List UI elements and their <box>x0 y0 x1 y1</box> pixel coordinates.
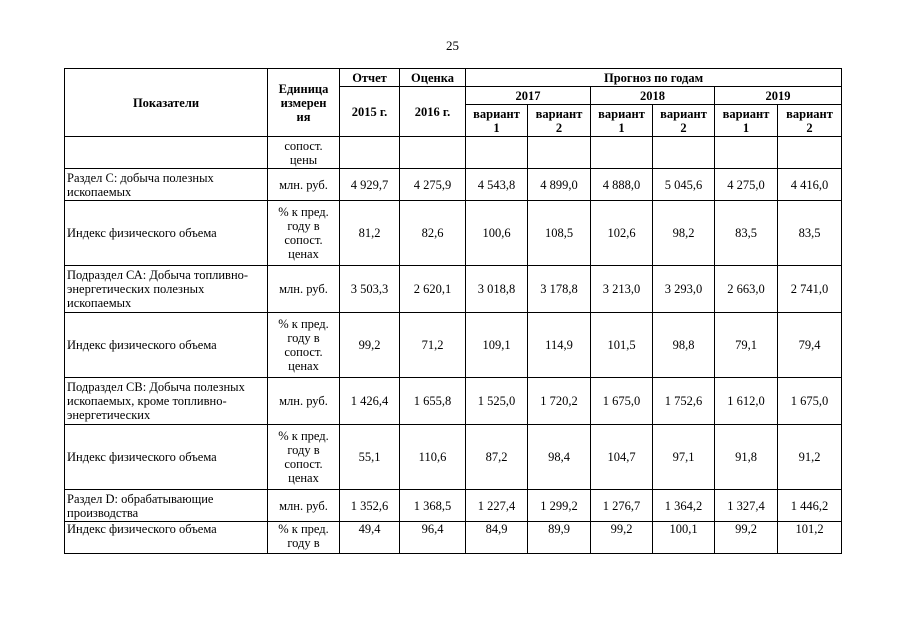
table-row <box>65 137 842 169</box>
unit-line: году в <box>287 219 320 233</box>
value-cell: 1 612,0 <box>715 378 778 425</box>
table-row <box>65 313 842 378</box>
value-cell: 87,2 <box>466 425 528 490</box>
value-cell: 4 275,0 <box>715 169 778 201</box>
header-year-2019: 2019 <box>715 87 842 105</box>
value-cell: 71,2 <box>400 313 466 378</box>
value-cell: 102,6 <box>591 201 653 266</box>
row-unit <box>268 137 340 169</box>
value-cell: 82,6 <box>400 201 466 266</box>
unit-line: цены <box>289 152 318 167</box>
variant-number: 1 <box>742 120 750 135</box>
header-forecast: Прогноз по годам <box>466 69 842 87</box>
value-cell: 109,1 <box>466 313 528 378</box>
value-cell: 79,1 <box>715 313 778 378</box>
header-variant-2 <box>653 105 715 137</box>
unit-line: году в <box>287 536 320 550</box>
value-cell: 1 327,4 <box>715 490 778 522</box>
row-unit <box>268 266 340 313</box>
value-cell: 4 888,0 <box>591 169 653 201</box>
value-cell: 100,6 <box>466 201 528 266</box>
row-indicator: Индекс физического объема <box>65 201 268 266</box>
value-cell: 100,1 <box>653 522 715 554</box>
unit-line: сопост. <box>284 138 323 153</box>
value-cell: 83,5 <box>715 201 778 266</box>
value-cell: 110,6 <box>400 425 466 490</box>
variant-word: вариант <box>660 106 707 121</box>
value-cell: 4 929,7 <box>340 169 400 201</box>
row-indicator: Подраздел СА: Добыча топливно-энергетических полезных ископаемых <box>65 266 268 313</box>
value-cell: 1 364,2 <box>653 490 715 522</box>
unit-line: сопост. <box>284 457 323 471</box>
value-cell: 1 655,8 <box>400 378 466 425</box>
value-cell: 1 752,6 <box>653 378 715 425</box>
value-cell: 101,2 <box>778 522 842 554</box>
value-cell: 1 426,4 <box>340 378 400 425</box>
value-cell: 3 293,0 <box>653 266 715 313</box>
value-cell <box>591 137 653 169</box>
value-cell <box>653 137 715 169</box>
table-row <box>65 522 842 554</box>
value-cell: 49,4 <box>340 522 400 554</box>
value-cell <box>778 137 842 169</box>
row-indicator: Подраздел СВ: Добыча полезных ископаемых, кроме топливно-энергетических <box>65 378 268 425</box>
value-cell: 2 663,0 <box>715 266 778 313</box>
value-cell: 1 446,2 <box>778 490 842 522</box>
row-indicator: Индекс физического объема <box>65 522 268 554</box>
unit-line: млн. руб. <box>279 394 328 408</box>
row-indicator: Раздел D: обрабатывающие производства <box>65 490 268 522</box>
forecast-table <box>64 68 842 554</box>
header-unit-line2: измерен <box>280 95 327 110</box>
table-row <box>65 490 842 522</box>
header-unit-line1: Единица <box>278 81 329 96</box>
value-cell: 1 525,0 <box>466 378 528 425</box>
value-cell: 101,5 <box>591 313 653 378</box>
unit-line: млн. руб. <box>279 282 328 296</box>
table-row <box>65 201 842 266</box>
value-cell: 81,2 <box>340 201 400 266</box>
variant-word: вариант <box>598 106 645 121</box>
row-unit <box>268 313 340 378</box>
table-row <box>65 266 842 313</box>
row-indicator: Индекс физического объема <box>65 313 268 378</box>
value-cell: 108,5 <box>528 201 591 266</box>
value-cell: 98,8 <box>653 313 715 378</box>
value-cell: 98,2 <box>653 201 715 266</box>
value-cell: 91,2 <box>778 425 842 490</box>
row-indicator: Индекс физического объема <box>65 425 268 490</box>
unit-line: % к пред. <box>278 429 329 443</box>
value-cell: 89,9 <box>528 522 591 554</box>
unit-line: % к пред. <box>278 522 329 536</box>
unit-line: млн. руб. <box>279 177 328 192</box>
value-cell: 4 416,0 <box>778 169 842 201</box>
unit-line: году в <box>287 443 320 457</box>
value-cell: 99,2 <box>715 522 778 554</box>
header-year-2016: 2016 г. <box>400 87 466 137</box>
header-variant-2 <box>778 105 842 137</box>
row-indicator: Раздел С: добыча полезных ископаемых <box>65 169 268 201</box>
value-cell <box>340 137 400 169</box>
unit-line: млн. руб. <box>279 498 328 513</box>
unit-line: ценах <box>288 471 319 485</box>
value-cell: 114,9 <box>528 313 591 378</box>
value-cell: 4 275,9 <box>400 169 466 201</box>
header-variant-1 <box>715 105 778 137</box>
value-cell <box>400 137 466 169</box>
unit-line: ценах <box>288 247 319 261</box>
variant-word: вариант <box>535 106 583 121</box>
value-cell: 84,9 <box>466 522 528 554</box>
header-variant-1 <box>466 105 528 137</box>
variant-number: 1 <box>618 120 625 135</box>
value-cell: 99,2 <box>340 313 400 378</box>
variant-word: вариант <box>722 106 770 121</box>
table-row <box>65 378 842 425</box>
variant-number: 2 <box>806 120 813 135</box>
value-cell <box>528 137 591 169</box>
unit-line: сопост. <box>284 233 323 247</box>
row-indicator <box>65 137 268 169</box>
value-cell: 1 675,0 <box>778 378 842 425</box>
unit-line: сопост. <box>284 345 323 359</box>
header-estimate: Оценка <box>400 69 466 87</box>
variant-number: 2 <box>555 120 563 135</box>
value-cell: 104,7 <box>591 425 653 490</box>
value-cell: 55,1 <box>340 425 400 490</box>
table-row <box>65 425 842 490</box>
value-cell: 3 213,0 <box>591 266 653 313</box>
table-row <box>65 169 842 201</box>
value-cell: 5 045,6 <box>653 169 715 201</box>
header-report: Отчет <box>340 69 400 87</box>
header-year-2018: 2018 <box>591 87 715 105</box>
value-cell: 83,5 <box>778 201 842 266</box>
value-cell <box>466 137 528 169</box>
variant-number: 2 <box>680 120 687 135</box>
unit-line: ценах <box>288 359 319 373</box>
value-cell: 1 227,4 <box>466 490 528 522</box>
row-unit <box>268 201 340 266</box>
variant-word: вариант <box>786 106 833 121</box>
value-cell: 1 720,2 <box>528 378 591 425</box>
value-cell: 1 352,6 <box>340 490 400 522</box>
row-unit <box>268 378 340 425</box>
value-cell: 1 675,0 <box>591 378 653 425</box>
value-cell: 98,4 <box>528 425 591 490</box>
header-variant-2 <box>528 105 591 137</box>
row-unit <box>268 425 340 490</box>
header-year-2017: 2017 <box>466 87 591 105</box>
page-number: 25 <box>446 38 459 53</box>
unit-line: году в <box>287 331 320 345</box>
value-cell: 3 018,8 <box>466 266 528 313</box>
value-cell: 2 620,1 <box>400 266 466 313</box>
header-unit <box>268 69 340 137</box>
value-cell: 91,8 <box>715 425 778 490</box>
value-cell: 97,1 <box>653 425 715 490</box>
unit-line: % к пред. <box>278 317 329 331</box>
value-cell: 79,4 <box>778 313 842 378</box>
row-unit <box>268 522 340 554</box>
value-cell: 1 299,2 <box>528 490 591 522</box>
header-indicators: Показатели <box>65 69 268 137</box>
value-cell: 96,4 <box>400 522 466 554</box>
header-year-2015: 2015 г. <box>340 87 400 137</box>
value-cell: 99,2 <box>591 522 653 554</box>
value-cell: 4 543,8 <box>466 169 528 201</box>
value-cell: 4 899,0 <box>528 169 591 201</box>
unit-line: % к пред. <box>278 205 329 219</box>
row-unit <box>268 490 340 522</box>
value-cell: 3 503,3 <box>340 266 400 313</box>
variant-number: 1 <box>493 120 500 135</box>
header-variant-1 <box>591 105 653 137</box>
value-cell <box>715 137 778 169</box>
row-unit <box>268 169 340 201</box>
value-cell: 1 276,7 <box>591 490 653 522</box>
value-cell: 3 178,8 <box>528 266 591 313</box>
value-cell: 1 368,5 <box>400 490 466 522</box>
variant-word: вариант <box>473 106 520 121</box>
header-unit-line3: ия <box>296 109 311 124</box>
value-cell: 2 741,0 <box>778 266 842 313</box>
